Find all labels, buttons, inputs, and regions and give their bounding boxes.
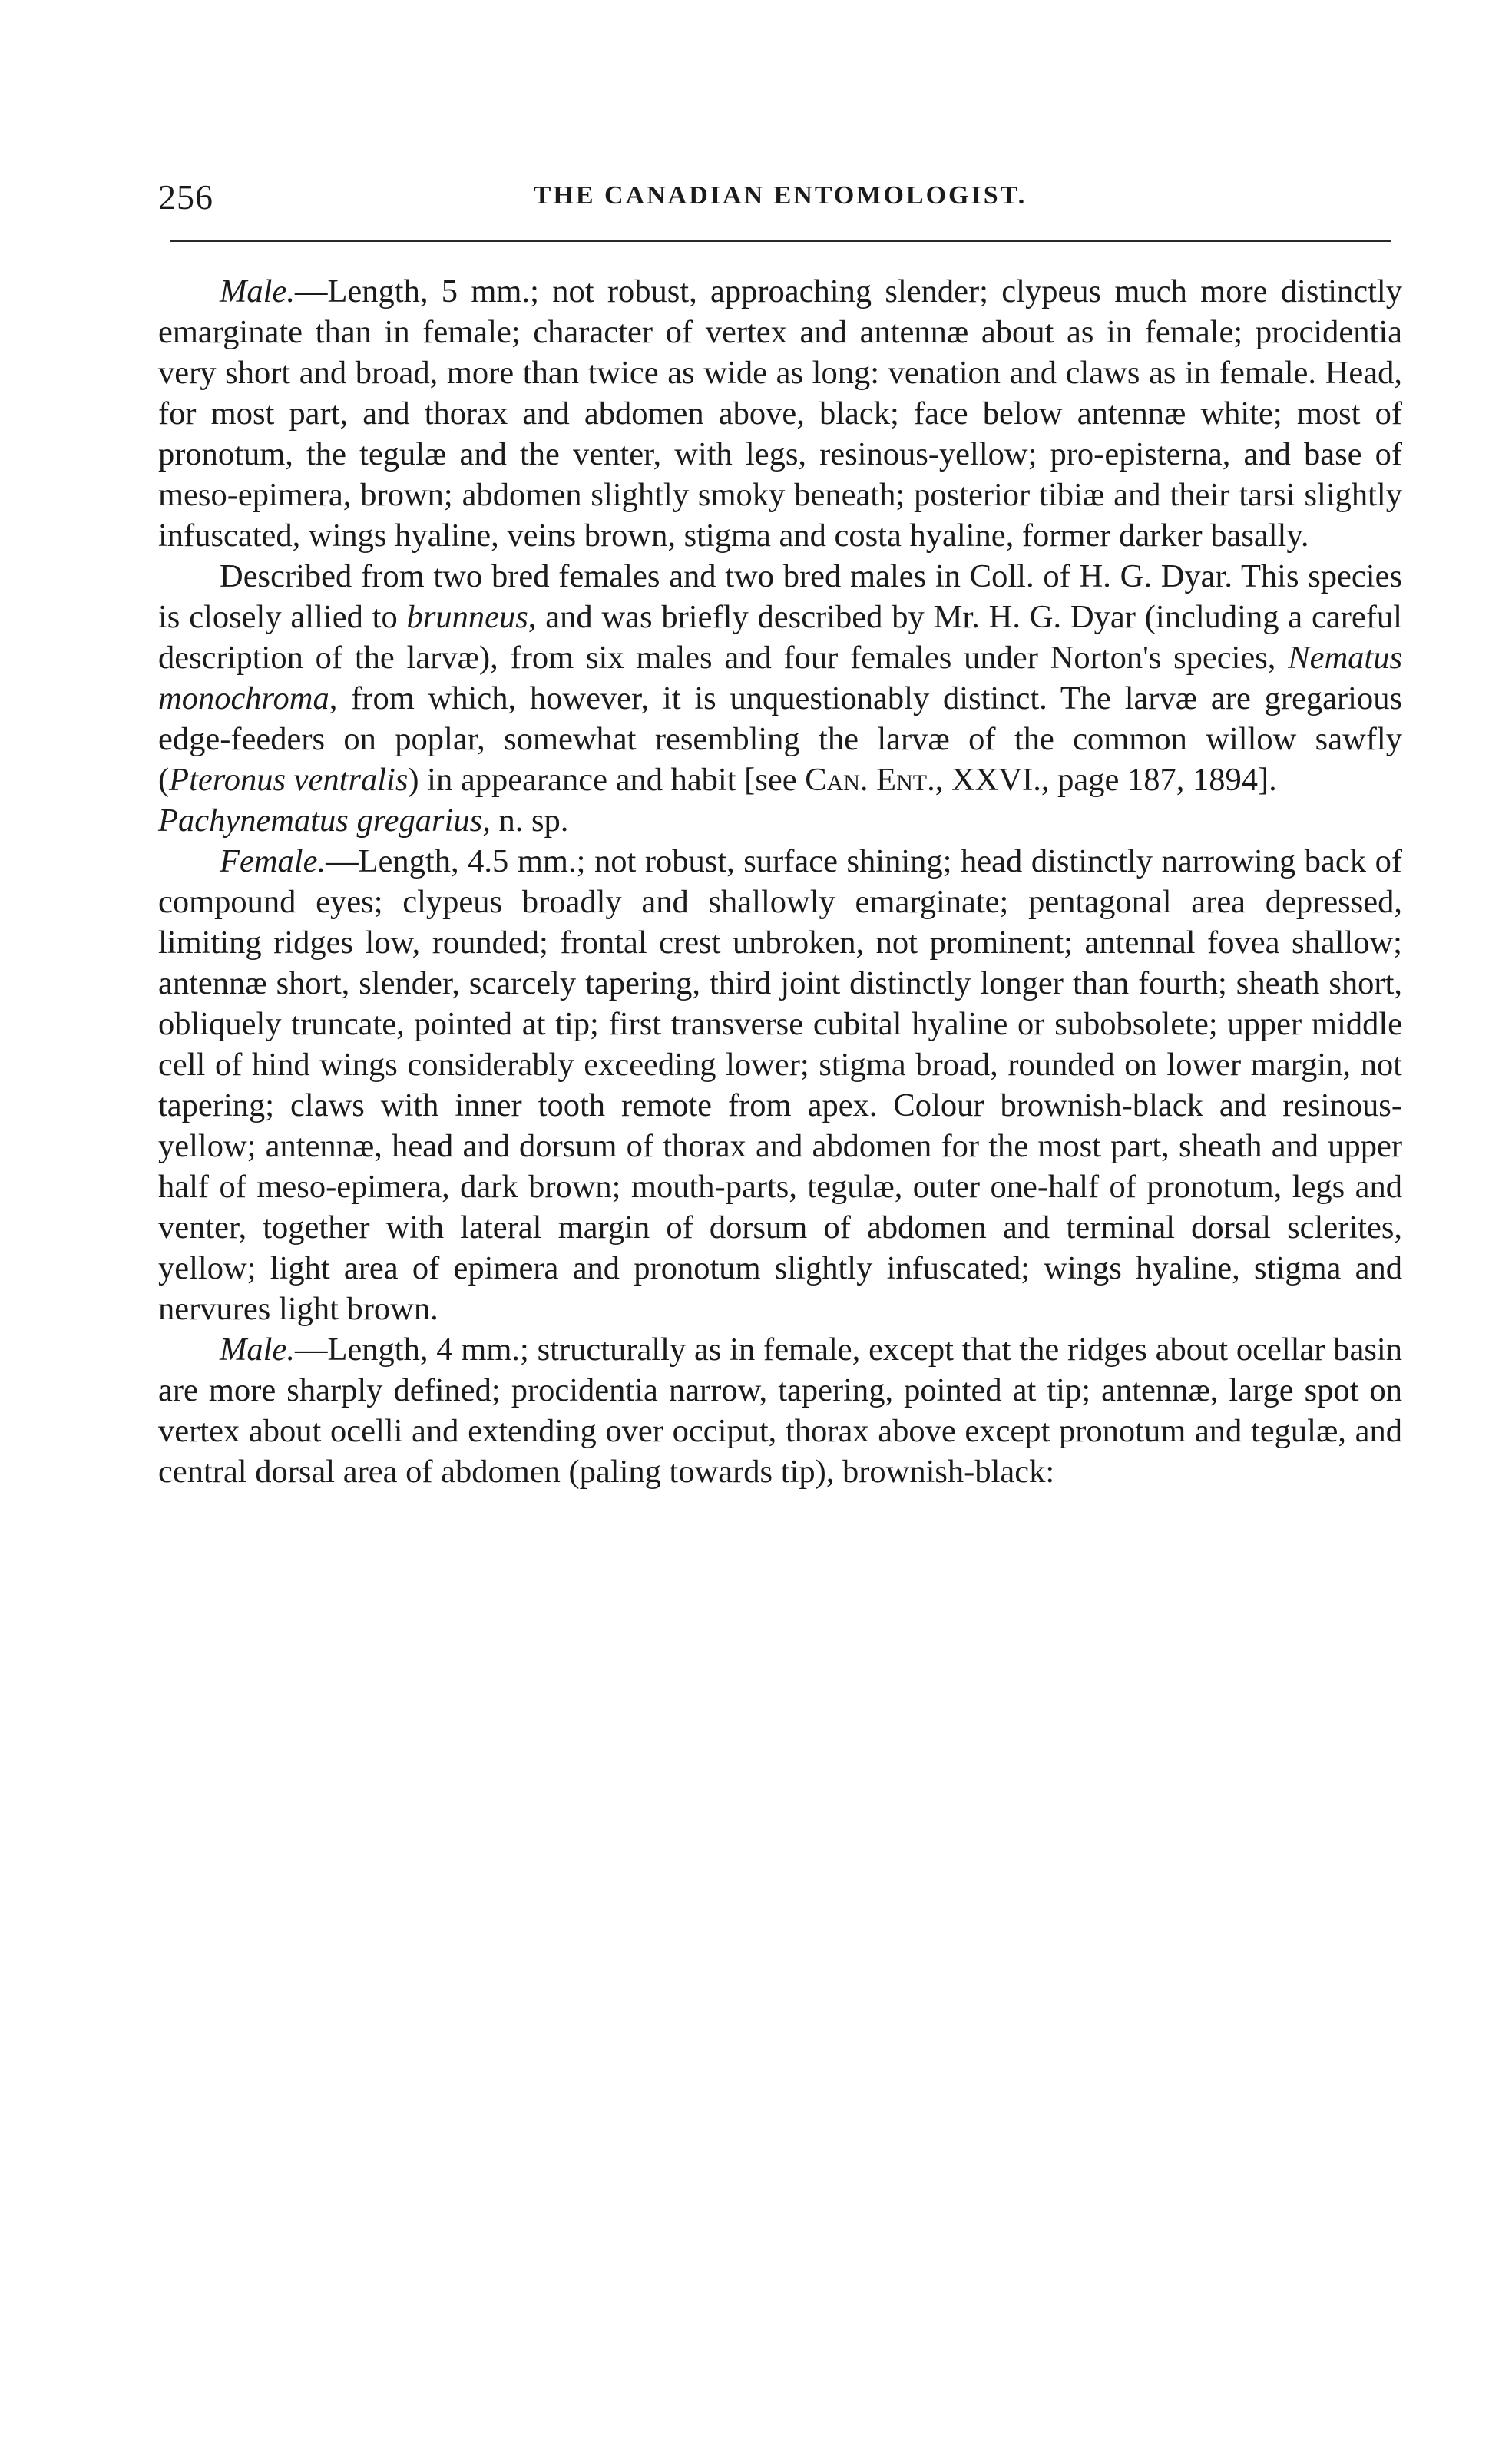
text-segment: , XXVI., page 187, 1894]. [935,762,1277,798]
paragraph-remarks [158,556,1402,800]
page-header [158,177,1402,223]
paragraph-label: Female. [220,843,326,879]
text-segment: , from which, however, it is unquestionably distinct. The larvæ are gregarious edge-feeders on poplar, somewhat resembling the larvæ of the common willow sawfly ( [158,680,1402,798]
paragraph-male-description-2 [158,1329,1402,1492]
paragraph-label: Male. [220,1332,295,1368]
paragraph-text: —Length, 4 mm.; structurally as in female, except that the ridges about ocellar basin are more sharply defined; procidentia narrow, tapering, pointed at tip; antennæ, large spot on vertex about ocelli and extending over occiput, thorax above except pronotum and tegulæ, and central dorsal area of abdomen (paling towards tip), brownish-black: [158,1332,1402,1490]
header-rule [170,240,1391,242]
paragraph-male-description [158,271,1402,556]
species-name: brunneus [406,599,528,635]
paragraph-text: —Length, 4.5 mm.; not robust, surface shining; head distinctly narrowing back of compound eyes; clypeus broadly and shallowly emarginate; pentagonal area depressed, limiting ridges low, rounded; frontal crest unbroken, not prominent; antennal fovea shallow; antennæ short, slender, scarcely tapering, third joint distinctly longer than fourth; sheath short, obliquely truncate, pointed at tip; first transverse cubital hyaline or subobsolete; upper middle cell of hind wings considerably exceeding lower; stigma broad, rounded on lower margin, not tapering; claws with inner tooth remote from apex. Colour brownish-black and resinous-yellow; antennæ, head and dorsum of thorax and abdomen for the most part, sheath and upper half of meso-epimera, dark brown; mouth-parts, tegulæ, outer one-half of pronotum, legs and venter, together with lateral margin of dorsum of abdomen and terminal dorsal sclerites, yellow; light area of epimera and pronotum slightly infuscated; wings hyaline, stigma and nervures light brown. [158,843,1402,1327]
page [158,177,1402,1492]
species-name: Pteronus ventralis [169,762,409,798]
running-head: THE CANADIAN ENTOMOLOGIST. [533,181,1027,210]
paragraph-text: —Length, 5 mm.; not robust, approaching slender; clypeus much more distinctly emarginate than in female; character of vertex and antennæ about as in female; procidentia very short and broad, more than twice as wide as long: venation and claws as in female. Head, for most part, and thorax and abdomen above, black; face below antennæ white; most of pronotum, the tegulæ and the venter, with legs, resinous-yellow; pro-episterna, and base of meso-epimera, brown; abdomen slightly smoky beneath; posterior tibiæ and their tarsi slightly infuscated, wings hyaline, veins brown, stigma and costa hyaline, former darker basally. [158,273,1402,554]
paragraph-female-description [158,841,1402,1329]
paragraph-label: Male. [220,273,295,309]
species-name: Nematus monochroma [158,640,1402,716]
page-number: 256 [158,177,213,217]
article-body [158,271,1402,1492]
species-heading-name: Pachynematus gregarius [158,802,483,839]
text-segment: ) in appearance and habit [see [408,762,806,798]
text-segment: Described from two bred females and two bred males in Coll. of H. G. Dyar. This species is closely allied to [158,558,1402,635]
species-heading [158,800,1402,841]
species-heading-suffix: , n. sp. [482,802,569,839]
journal-abbrev: Can. Ent. [805,762,935,798]
text-segment: , and was briefly described by Mr. H. G. Dyar (including a careful description of the larvæ), from six males and four females under Norton's species, [158,599,1402,676]
